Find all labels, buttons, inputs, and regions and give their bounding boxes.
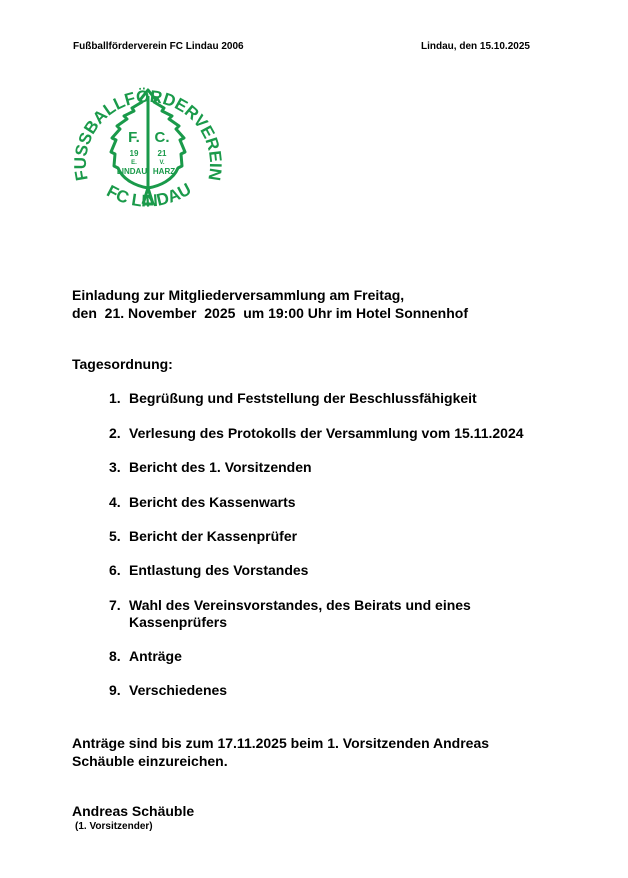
logo-lindau-text: LINDAU <box>116 167 148 176</box>
agenda-item-text: Bericht der Kassenprüfer <box>129 528 298 544</box>
agenda-item-text: Begrüßung und Feststellung der Beschlussfähigkeit <box>129 390 477 406</box>
agenda-item-number: 7. <box>109 597 121 613</box>
signature-role: (1. Vorsitzender) <box>75 821 153 832</box>
agenda-item-number: 6. <box>109 562 121 578</box>
logo-e-text: E. <box>131 160 137 166</box>
agenda-item-text: Verlesung des Protokolls der Versammlung vom 15.11.2024 <box>129 425 524 441</box>
signature-name: Andreas Schäuble <box>72 803 195 819</box>
agenda-item-number: 3. <box>109 459 121 475</box>
agenda-item-number: 4. <box>109 494 121 510</box>
agenda-item-text: Verschiedenes <box>129 682 228 698</box>
logo-v-text: V. <box>159 160 165 166</box>
agenda-item-text: Entlastung des Vorstandes <box>129 562 309 578</box>
logo-19-text: 19 <box>129 149 139 158</box>
place-and-date: Lindau, den 15.10.2025 <box>421 41 530 52</box>
invitation-title-line2: den 21. November 2025 um 19:00 Uhr im Hotel Sonnenhof <box>72 305 468 321</box>
agenda-item-number: 1. <box>109 390 121 406</box>
agenda-heading: Tagesordnung: <box>72 356 173 372</box>
agenda-item-text: Bericht des Kassenwarts <box>129 494 296 510</box>
logo-21-text: 21 <box>157 149 167 158</box>
logo-bottom-text: FC LINDAU <box>103 179 195 211</box>
agenda-item-number: 9. <box>109 682 121 698</box>
agenda-item-text: Bericht des 1. Vorsitzenden <box>129 459 312 475</box>
agenda-item-text: Anträge <box>129 648 182 664</box>
agenda-item-text-continued: Kassenprüfers <box>129 614 228 630</box>
logo-f-text: F. <box>128 129 140 146</box>
club-logo <box>68 68 228 228</box>
invitation-title-line1: Einladung zur Mitgliederversammlung am Freitag, <box>72 287 405 303</box>
logo-c-text: C. <box>154 129 170 146</box>
agenda-item-number: 2. <box>109 425 121 441</box>
agenda-item-number: 5. <box>109 528 121 544</box>
logo-harz-text: HARZ <box>152 167 176 176</box>
organization-name: Fußballförderverein FC Lindau 2006 <box>73 41 244 52</box>
submission-note: Anträge sind bis zum 17.11.2025 beim 1. Vorsitzenden Andreas Schäuble einzureichen. <box>72 735 490 769</box>
agenda-item-number: 8. <box>109 648 121 664</box>
agenda-item-text: Wahl des Vereinsvorstandes, des Beirats und eines <box>129 597 471 613</box>
logo-arc-text: FUSSBALLFÖRDERVEREIN <box>70 86 226 183</box>
